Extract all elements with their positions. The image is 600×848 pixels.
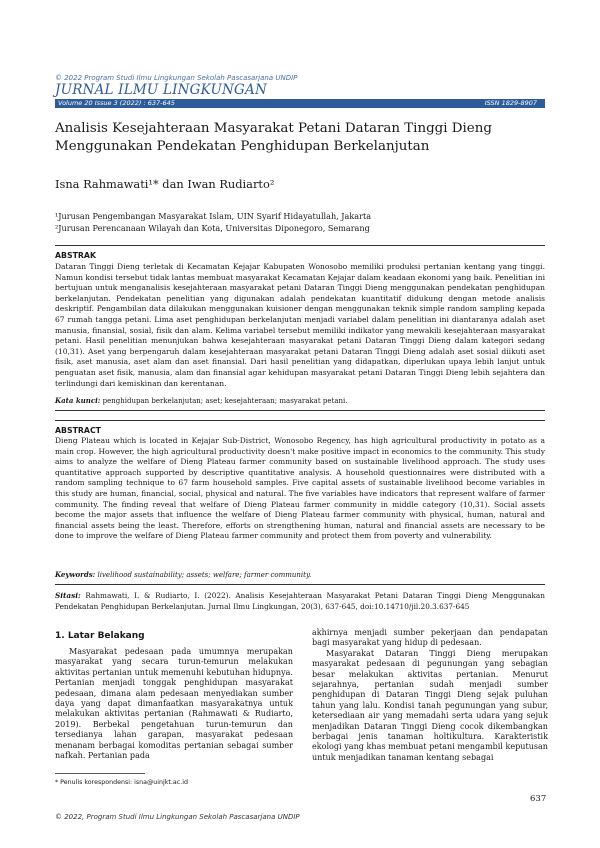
divider [55,420,545,421]
citation-label: Sitasi: [55,591,81,600]
keywords [55,570,545,580]
abstract-heading: ABSTRACT [55,426,101,435]
article-title: Analisis Kesejahteraan Masyarakat Petani Dataran Tinggi Dieng Menggunakan Pendekatan Penghidupan Berkelanjutan [55,121,492,154]
affiliation-1: ¹Jurusan Pengembangan Masyarakat Islam, UIN Syarif Hidayatullah, Jakarta [55,211,372,221]
abstract-body: Dieng Plateau which is located in Kejajar Sub-District, Wonosobo Regency, has high agricultural productivity in potato as a main crop. However, the high agricultural productivity doesn't make positive impact in economics to the community. This study aims to analyze the welfare of Dieng Plateau farmer community based on sustainable livelihood approach. The study uses quantitative approach supported by descriptive quantitative analysis. A household questionnaires were distributed with a random sampling technique to 67 farm household samples. Five capital assets of sustainable livelihood become variables in this study are human, financial, social, physical and natural. The five variables have indicators that represent walfare of farmer community. The finding reveal that welfare of Dieng Plateau farmer community in middle category (10,31). Social assets become the major assets that influence the welfare of Dieng Plateau farmer community with physical, human, natural and financial assets being the least. Therefore, efforts on strengthening human, natural and financial assets are necessary to be done to improve the welfare of Dieng Plateau farmer community and protect them from poverty and vulnerability. [55,436,545,541]
footnote-divider [55,773,145,774]
footer-copyright: © 2022, Program Studi Ilmu Lingkungan Sekolah Pascasarjana UNDIP [55,813,300,821]
kata-kunci-text: penghidupan berkelanjutan; aset; kesejahteraan; masyarakat petani. [100,397,348,405]
kata-kunci [55,396,545,406]
body-column-left [55,647,293,761]
issn-info: ISSN 1829-8907 [484,99,537,107]
citation [55,591,545,612]
kata-kunci-label: Kata kunci: [55,396,101,405]
body-column-right [312,628,548,763]
paragraph: akhirnya menjadi sumber pekerjaan dan pendapatan bagi masyarakat yang hidup di pedesaan. [312,628,548,648]
paragraph: Masyarakat Dataran Tinggi Dieng merupakan masyarakat pedesaan di pegunungan yang sebagian besar melakukan aktivitas pertanian. Menurut sejarahnya, pertanian sudah menjadi sumber penghidupan di Dataran Tinggi Dieng sejak puluhan tahun yang lalu. Kondisi tanah pegunungan yang subur, ketersediaan air yang memadahi serta udara yang sejuk menjadikan Dataran Tinggi Dieng cocok dikembangkan berbagai jenis tanaman holtikultura. Karakteristik ekologi yang khas membuat petani mengambil keputusan untuk menjadikan tanaman kentang sebagai [312,648,548,762]
volume-info: Volume 20 Issue 3 (2022) : 637-645 [58,99,175,107]
divider [55,245,545,246]
abstrak-body: Dataran Tinggi Dieng terletak di Kecamatan Kejajar Kabupaten Wonosobo memiliki produksi pertanian kentang yang tinggi. Namun kondisi tersebut tidak lantas membuat masyarakat Kecamatan Kejajar dalam keadaan ekonomi yang baik. Penelitian ini bertujuan untuk menganalisis kesejahteraan masyarakat petani Dataran Tinggi Dieng menggunakan pendekatan penghidupan berkelanjutan. Pendekatan penelitian yang digunakan adalah pendekatan kuantitatif didukung dengan metode analisis deskriptif. Pengambilan data dilakukan menggunakan kuisioner dengan menggunakan teknik simple random sampling kepada 67 rumah tangga petani. Lima aset penghidupan berkelanjutan menjadi variabel dalam penelitian ini diantaranya adalah aset manusia, finansial, sosial, fisik dan alam. Kelima variabel tersebut memiliki indikator yang mewakili kesejahteraan masyarakat petani. Hasil penelitian menunjukan bahwa kesejahteraan masyarakat petani Dataran Tinggi Dieng dalam kategori sedang (10,31). Aset yang berpengaruh dalam kesejahteraan masyarakat petani Dataran Tinggi Dieng adalah aset sosial diikuti aset fisik, aset manusia, aset alam dan aset finansial. Dari hasil penelitian yang didapatkan, diperlukan upaya lebih lanjut untuk penguatan aset fisik, manusia, alam dan finansial agar kehidupan masyarakat petani Dataran Tinggi Dieng lebih sejahtera dan terlindungi dari kemiskinan dan kerentanan. [55,262,545,388]
divider [55,410,545,411]
section-heading: 1. Latar Belakang [55,631,145,641]
citation-text: Rahmawati, I. & Rudiarto, I. (2022). Analisis Kesejahteraan Masyarakat Petani Dataran Tinggi Dieng Menggunakan Pendekatan Penghidupan Berkelanjutan. Jurnal Ilmu Lingkungan, 20(3), 637-645, doi:10.14710/jil.20.3.637-645 [55,591,545,611]
divider [55,584,545,585]
page-number: 637 [530,794,547,804]
article-authors: Isna Rahmawati¹* dan Iwan Rudiarto² [55,177,275,191]
header-copyright: © 2022 Program Studi Ilmu Lingkungan Sekolah Pascasarjana UNDIP [55,74,298,82]
abstrak-heading: ABSTRAK [55,251,96,260]
affiliation-2: ²Jurusan Perencanaan Wilayah dan Kota, Universitas Diponegoro, Semarang [55,223,370,233]
footnote: * Penulis korespondensi: isna@uinjkt.ac.id [55,779,188,786]
keywords-text: livelihood sustainability; assets; welfare; farmer community. [95,571,312,579]
keywords-label: Keywords: [55,570,96,579]
paragraph: Masyarakat pedesaan pada umumnya merupakan masyarakat yang secara turun-temurun melakukan aktivitas pertanian untuk memenuhi kebutuhan hidupnya. Pertanian menjadi tonggak penghidupan masyarakat pedesaan, dimana alam pedesaan menyediakan sumber daya yang dapat dimanfaatkan masyarakatnya untuk melakukan aktivitas pertanian (Rahmawati & Rudiarto, 2019). Berbekal pengetahuan turun-temurun dan tersedianya lahan garapan, masyarakat pedesaan menanam berbagai komoditas pertanian sebagai sumber nafkah. Pertanian pada [55,647,293,761]
journal-info-bar [55,99,545,108]
journal-name: JURNAL ILMU LINGKUNGAN [55,82,267,98]
